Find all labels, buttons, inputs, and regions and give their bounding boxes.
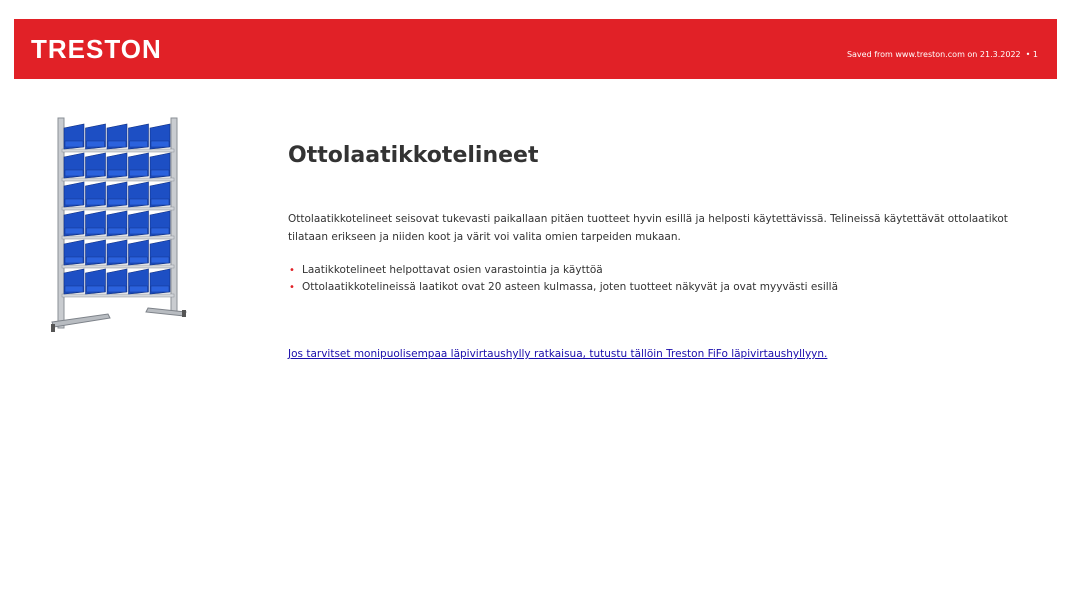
- page-header: [14, 19, 1057, 79]
- list-item-text: Laatikkotelineet helpottavat osien varastointia ja käyttöä: [302, 264, 603, 276]
- saved-info: [847, 50, 1041, 59]
- feature-list: [288, 262, 838, 296]
- bullet-icon: •: [289, 282, 295, 293]
- bullet-icon: •: [289, 265, 295, 276]
- page-title: Ottolaatikkotelineet: [288, 143, 539, 168]
- svg-text:TRESTON: TRESTON: [31, 36, 162, 62]
- list-item: [288, 262, 838, 279]
- list-item: [288, 279, 838, 296]
- fifo-shelf-link[interactable]: Jos tarvitset monipuolisempaa läpivirtaushylly ratkaisua, tutustu tällöin Treston FiFo läpivirtaushyllyyn.: [288, 348, 828, 360]
- treston-logo: [31, 36, 176, 62]
- description-paragraph: Ottolaatikkotelineet seisovat tukevasti paikallaan pitäen tuotteet hyvin esillä ja helposti käytettävissä. Telineissä käytettävät ottolaatikot tilataan erikseen ja niiden koot ja värit voi valita omien tarpeiden mukaan.: [288, 213, 1008, 243]
- saved-text: Saved from www.treston.com on 21.3.2022: [846, 50, 1021, 59]
- product-image-bin-rack: [48, 114, 193, 336]
- page-number: • 1: [1025, 50, 1038, 59]
- list-item-text: Ottolaatikkotelineissä laatikot ovat 20 asteen kulmassa, joten tuotteet näkyvät ja ovat myyvästi esillä: [302, 281, 839, 293]
